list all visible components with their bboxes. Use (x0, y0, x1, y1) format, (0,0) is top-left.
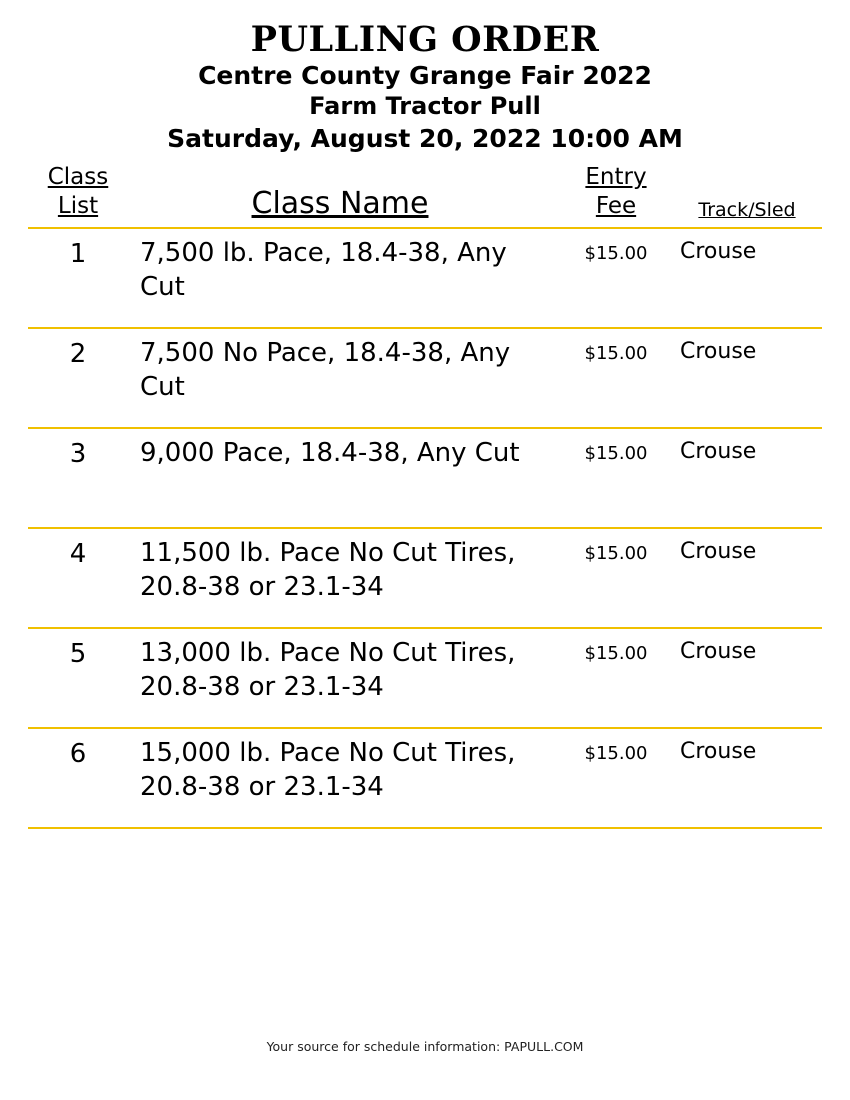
cell-entry-fee: $15.00 (584, 542, 648, 564)
cell-class-number: 1 (69, 238, 87, 269)
column-header-class-line1: Class (47, 164, 109, 191)
cell-class-number: 6 (69, 738, 87, 769)
cell-class-number: 3 (69, 438, 87, 469)
cell-entry-fee: $15.00 (584, 442, 648, 464)
column-header-fee-line2: Fee (595, 192, 637, 219)
cell-track-sled: Crouse (680, 638, 757, 664)
column-header-class-name: Class Name (251, 185, 429, 221)
cell-class-name: 7,500 lb. Pace, 18.4-38, Any Cut (140, 237, 507, 303)
column-header-entry-fee (560, 163, 672, 221)
footer-note: Your source for schedule information: PAPULL.COM (266, 1039, 584, 1054)
cell-class-name: 9,000 Pace, 18.4-38, Any Cut (140, 437, 520, 468)
cell-track-sled: Crouse (680, 338, 757, 364)
cell-class-name: 7,500 No Pace, 18.4-38, Any Cut (140, 337, 511, 403)
cell-track-sled: Crouse (680, 538, 757, 564)
cell-class-number: 2 (69, 338, 87, 369)
cell-class-name: 11,500 lb. Pace No Cut Tires, 20.8-38 or 23.1-34 (140, 537, 516, 603)
cell-entry-fee: $15.00 (584, 342, 648, 364)
table-row (28, 629, 822, 727)
cell-entry-fee: $15.00 (584, 642, 648, 664)
column-header-fee-line1: Entry (585, 164, 647, 191)
table-header-row (28, 163, 822, 227)
subtitle-event: Centre County Grange Fair 2022 (198, 60, 652, 90)
cell-class-name: 15,000 lb. Pace No Cut Tires, 20.8-38 or 23.1-34 (140, 737, 516, 803)
column-header-class-list (28, 163, 128, 221)
column-header-track-sled: Track/Sled (698, 198, 796, 221)
table-row (28, 329, 822, 427)
table-row (28, 729, 822, 827)
cell-track-sled: Crouse (680, 238, 757, 264)
cell-entry-fee: $15.00 (584, 242, 648, 264)
cell-class-number: 4 (69, 538, 87, 569)
subtitle-category: Farm Tractor Pull (309, 92, 541, 121)
page-title: PULLING ORDER (250, 19, 600, 60)
subtitle-datetime: Saturday, August 20, 2022 10:00 AM (167, 123, 683, 153)
document-header (28, 0, 822, 153)
column-header-class-line2: List (57, 192, 99, 219)
row-divider (28, 827, 822, 829)
cell-track-sled: Crouse (680, 438, 757, 464)
table-row (28, 229, 822, 327)
pulling-order-table (28, 163, 822, 829)
cell-class-number: 5 (69, 638, 87, 669)
table-row (28, 429, 822, 527)
cell-entry-fee: $15.00 (584, 742, 648, 764)
cell-class-name: 13,000 lb. Pace No Cut Tires, 20.8-38 or 23.1-34 (140, 637, 516, 703)
table-row (28, 529, 822, 627)
cell-track-sled: Crouse (680, 738, 757, 764)
